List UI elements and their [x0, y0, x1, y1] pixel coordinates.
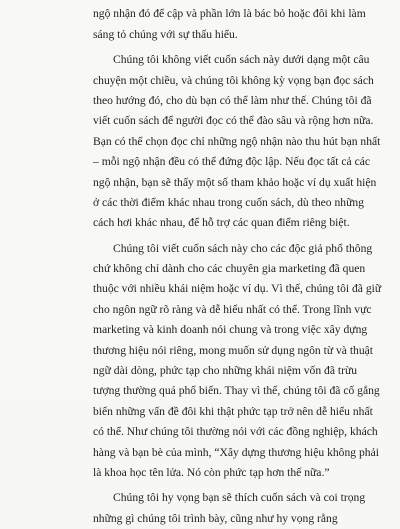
paragraph: [93, 50, 381, 234]
paragraph: [93, 488, 366, 529]
text-line: tượng thường quá phổ biến. Thay vì thế, chúng tôi đã cố gắng: [93, 384, 380, 398]
text-line: ngộ nhận, bạn sẽ thấy một số tham khảo hoặc ví dụ xuất hiện: [93, 175, 377, 189]
text-line: Bạn có thể chọn đọc chỉ những ngộ nhận nào thu hút bạn nhất: [93, 134, 381, 148]
text-line: cách hơi khác nhau, để hỗ trợ các quan điểm riêng biệt.: [93, 216, 350, 230]
text-line: thuộc với nhiều khái niệm hoặc ví dụ. Vì thế, chúng tôi đã giữ: [93, 282, 382, 296]
paragraph: [93, 0, 366, 45]
text-line: ngộ nhận đó để cập và phần lớn là bác bỏ hoặc đôi khi làm: [93, 7, 366, 21]
page-top-edge: [0, 0, 400, 2]
text-line: Chúng tôi không viết cuốn sách này dưới dạng một câu: [113, 53, 370, 67]
text-line: biến những vấn đề đôi khi thật phức tạp trở nên dễ hiểu nhất: [93, 404, 373, 418]
text-line: Chúng tôi viết cuốn sách này cho các độc giả phổ thông: [113, 241, 373, 255]
text-line: thương hiệu nói riêng, mong muốn sử dụng ngôn từ và thuật: [93, 343, 374, 357]
text-line: theo hướng đó, cho dù bạn có thể làm như thế. Chúng tôi đã: [93, 93, 372, 107]
text-line: marketing và kinh doanh nói chung và trong việc xây dựng: [93, 323, 368, 337]
text-line: những gì chúng tôi trình bày, cũng như hy vọng rằng: [93, 511, 338, 525]
text-line: cho ngôn ngữ rõ ràng và dễ hiểu nhất có thể. Trong lĩnh vực: [93, 302, 372, 316]
text-line: là khoa học tên lửa. Nó còn phức tạp hơn thế nữa.”: [93, 465, 330, 479]
text-line: – mỗi ngộ nhận đều có thể đứng độc lập. Nếu đọc tất cả các: [93, 155, 371, 169]
text-line: ở các thời điểm khác nhau trong cuốn sách, dù theo những: [93, 195, 364, 209]
paragraph: [93, 239, 382, 484]
text-line: chuyện một chiều, và chúng tôi không kỳ vọng bạn đọc sách: [93, 73, 374, 87]
text-line: sáng tỏ chúng với sự thấu hiểu.: [93, 27, 238, 41]
text-line: Chúng tôi hy vọng bạn sẽ thích cuốn sách và coi trọng: [113, 491, 366, 505]
text-line: có thể. Như chúng tôi thường nói với các đồng nghiệp, khách: [93, 425, 378, 439]
text-line: hàng và bạn bè của mình, “Xây dựng thương hiệu không phải: [93, 445, 379, 459]
text-line: viết cuốn sách để người đọc có thể đào sâu và rộng hơn nữa.: [93, 114, 374, 128]
text-line: ngữ dài dòng, phức tạp cho những khái niệm vốn đã trừu: [93, 364, 358, 378]
text-line: chứ không chỉ dành cho các chuyên gia marketing đã quen: [93, 262, 366, 276]
body-text: [93, 0, 382, 529]
